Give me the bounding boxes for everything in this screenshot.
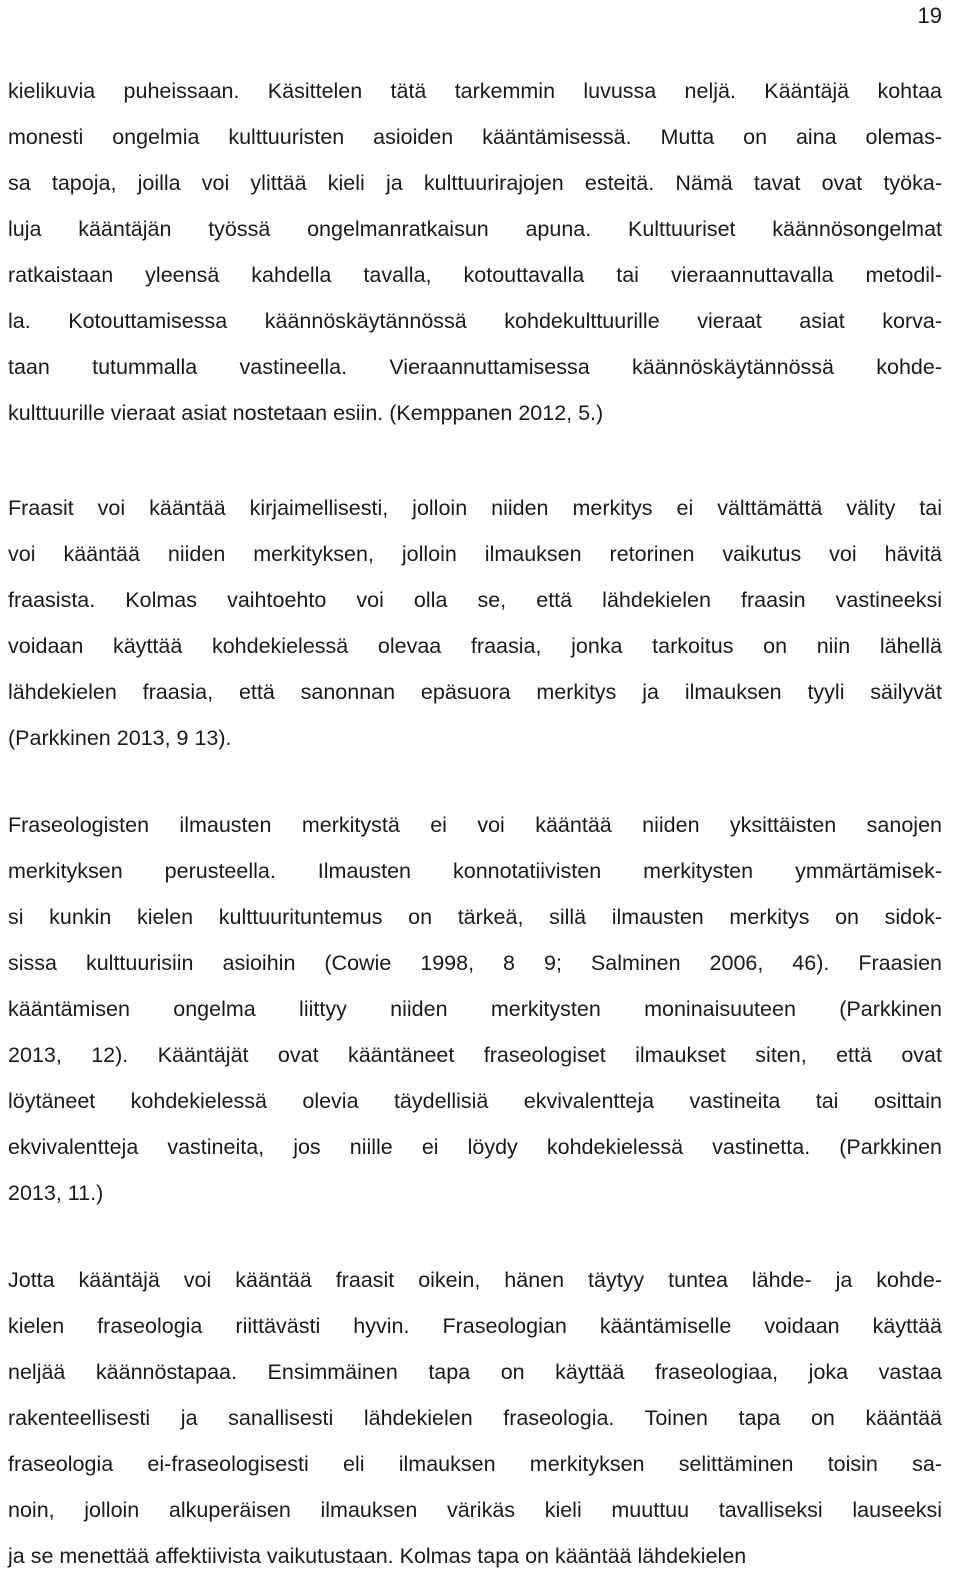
text-line: Fraseologisten ilmausten merkitystä ei voi kääntää niiden yksittäisten sanojen: [8, 813, 942, 837]
page-number: 19: [917, 3, 942, 28]
text-line: 2013, 12). Kääntäjät ovat kääntäneet fraseologiset ilmaukset siten, että ovat: [8, 1043, 942, 1067]
text-line: 2013, 11.): [8, 1181, 104, 1205]
text-line: kielikuvia puheissaan. Käsittelen tätä tarkemmin luvussa neljä. Kääntäjä kohtaa: [8, 79, 942, 103]
text-line: noin, jolloin alkuperäisen ilmauksen värikäs kieli muuttuu tavalliseksi lauseeksi: [8, 1498, 942, 1522]
text-line: sissa kulttuurisiin asioihin (Cowie 1998, 8 9; Salminen 2006, 46). Fraasien: [8, 951, 942, 975]
text-line: voidaan käyttää kohdekielessä olevaa fraasia, jonka tarkoitus on niin lähellä: [8, 634, 942, 658]
text-line: monesti ongelmia kulttuuristen asioiden kääntämisessä. Mutta on aina olemas-: [8, 125, 942, 149]
text-line: kielen fraseologia riittävästi hyvin. Fraseologian kääntämiselle voidaan käyttää: [8, 1314, 942, 1338]
text-line: taan tutummalla vastineella. Vieraannuttamisessa käännöskäytännössä kohde-: [8, 355, 942, 379]
text-line: ja se menettää affektiivista vaikutustaan. Kolmas tapa on kääntää lähdekielen: [8, 1544, 747, 1568]
text-line: ratkaistaan yleensä kahdella tavalla, kotouttavalla tai vieraannuttavalla metodil-: [8, 263, 942, 287]
text-line: ekvivalentteja vastineita, jos niille ei löydy kohdekielessä vastinetta. (Parkkinen: [8, 1135, 942, 1159]
text-line: (Parkkinen 2013, 9 13).: [8, 726, 232, 750]
text-line: sa tapoja, joilla voi ylittää kieli ja kulttuurirajojen esteitä. Nämä tavat ovat työka-: [8, 171, 942, 195]
text-line: luja kääntäjän työssä ongelmanratkaisun apuna. Kulttuuriset käännösongelmat: [8, 217, 942, 241]
text-line: la. Kotouttamisessa käännöskäytännössä kohdekulttuurille vieraat asiat korva-: [8, 309, 942, 333]
text-line: si kunkin kielen kulttuurituntemus on tärkeä, sillä ilmausten merkitys on sidok-: [8, 905, 942, 929]
text-line: Jotta kääntäjä voi kääntää fraasit oikein, hänen täytyy tuntea lähde- ja kohde-: [8, 1268, 942, 1292]
text-line: kulttuurille vieraat asiat nostetaan esiin. (Kemppanen 2012, 5.): [8, 401, 604, 425]
text-line: rakenteellisesti ja sanallisesti lähdekielen fraseologia. Toinen tapa on kääntää: [8, 1406, 942, 1430]
text-line: kääntämisen ongelma liittyy niiden merkitysten moninaisuuteen (Parkkinen: [8, 997, 942, 1021]
text-line: merkityksen perusteella. Ilmausten konnotatiivisten merkitysten ymmärtämisek-: [8, 859, 942, 883]
text-line: neljää käännöstapaa. Ensimmäinen tapa on käyttää fraseologiaa, joka vastaa: [8, 1360, 942, 1384]
text-line: fraseologia ei-fraseologisesti eli ilmauksen merkityksen selittäminen toisin sa-: [8, 1452, 942, 1476]
text-line: löytäneet kohdekielessä olevia täydellisiä ekvivalentteja vastineita tai osittain: [8, 1089, 942, 1113]
text-line: fraasista. Kolmas vaihtoehto voi olla se, että lähdekielen fraasin vastineeksi: [8, 588, 942, 612]
text-line: voi kääntää niiden merkityksen, jolloin ilmauksen retorinen vaikutus voi hävitä: [8, 542, 942, 566]
text-line: Fraasit voi kääntää kirjaimellisesti, jolloin niiden merkitys ei välttämättä välity tai: [8, 496, 942, 520]
text-line: lähdekielen fraasia, että sanonnan epäsuora merkitys ja ilmauksen tyyli säilyvät: [8, 680, 942, 704]
